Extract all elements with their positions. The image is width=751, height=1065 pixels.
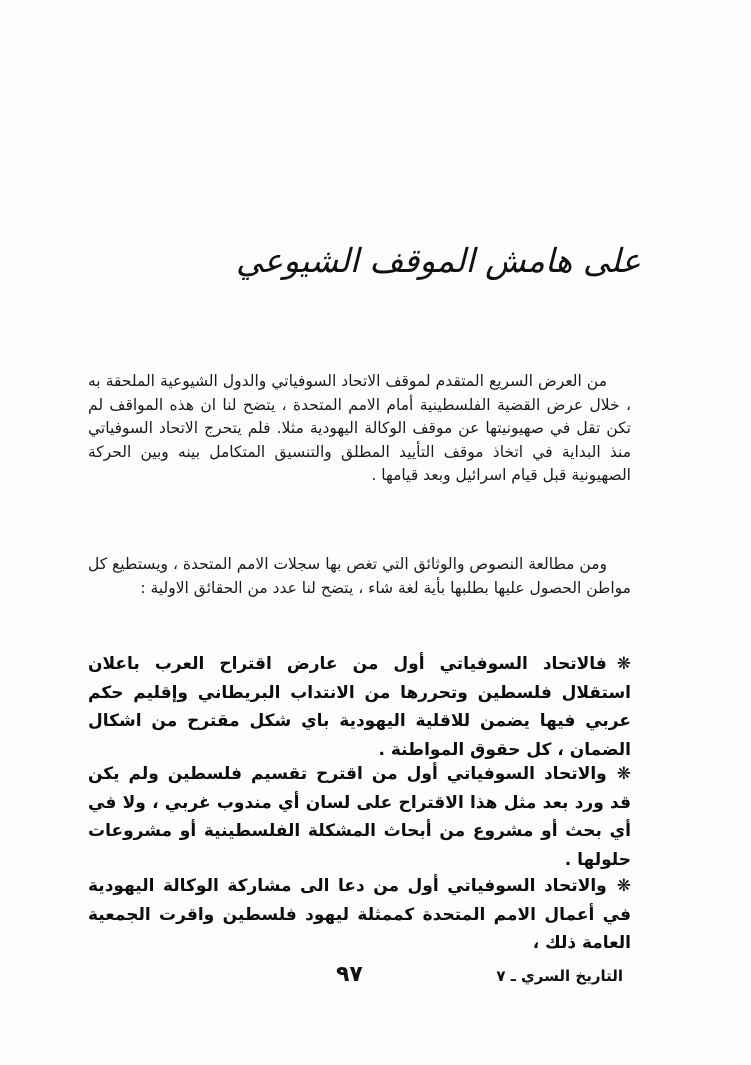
fact-item [88, 760, 631, 874]
fact-text: والاتحاد السوفياتي أول من دعا الى مشاركة الوكالة اليهودية في أعمال الامم المتحدة كممثلة ليهود فلسطين واقرت الجمعية العامة ذلك ، [88, 876, 631, 953]
fact-item [88, 650, 631, 764]
fact-text: فالاتحاد السوفياتي أول من عارض اقتراح العرب باعلان استقلال فلسطين وتحررها من الانتداب البريطاني وإقليم حكم عربي فيها يضمن للاقلية اليهودية باي شكل مقترح من اشكال الضمان ، كل حقوق المواطنة . [88, 654, 631, 760]
asterism-icon: ❋ [616, 876, 631, 896]
intro-paragraph: من العرض السريع المتقدم لموقف الاتحاد السوفياتي والدول الشيوعية الملحقة به ، خلال عرض القضية الفلسطينية أمام الامم المتحدة ، يتضح لنا ان هذه المواقف لم تكن تقل في صهيونيتها عن موقف الوكالة اليهودية مثلا. فلم يتحرج الاتحاد السوفياتي منذ البداية في اتخاذ موقف التأييد المطلق والتنسيق المتكامل بينه وبين الحركة الصهيونية قبل قيام اسرائيل وبعد قيامها . [88, 372, 631, 485]
page-footer [0, 960, 751, 990]
fact-text: والاتحاد السوفياتي أول من اقترح تقسيم فلسطين ولم يكن قد ورد بعد مثل هذا الاقتراح على لسان أي مندوب غربي ، ولا في أي بحث أو مشروع من أبحاث المشكلة الفلسطينية أو مشروعات حلولها . [88, 764, 631, 870]
page-number: ٩٧ [336, 962, 363, 987]
running-head: التاريخ السري ـ ٧ [496, 967, 623, 985]
fact-item [88, 872, 631, 958]
asterism-icon: ❋ [616, 654, 631, 674]
sources-paragraph: ومن مطالعة النصوص والوثائق التي تغص بها سجلات الامم المتحدة ، ويستطيع كل مواطن الحصول عليها بطلبها بأية لغة شاء ، يتضح لنا عدد من الحقائق الاولية : [88, 555, 631, 597]
asterism-icon: ❋ [616, 764, 631, 784]
chapter-title: على هامش الموقف الشيوعي [236, 241, 641, 280]
